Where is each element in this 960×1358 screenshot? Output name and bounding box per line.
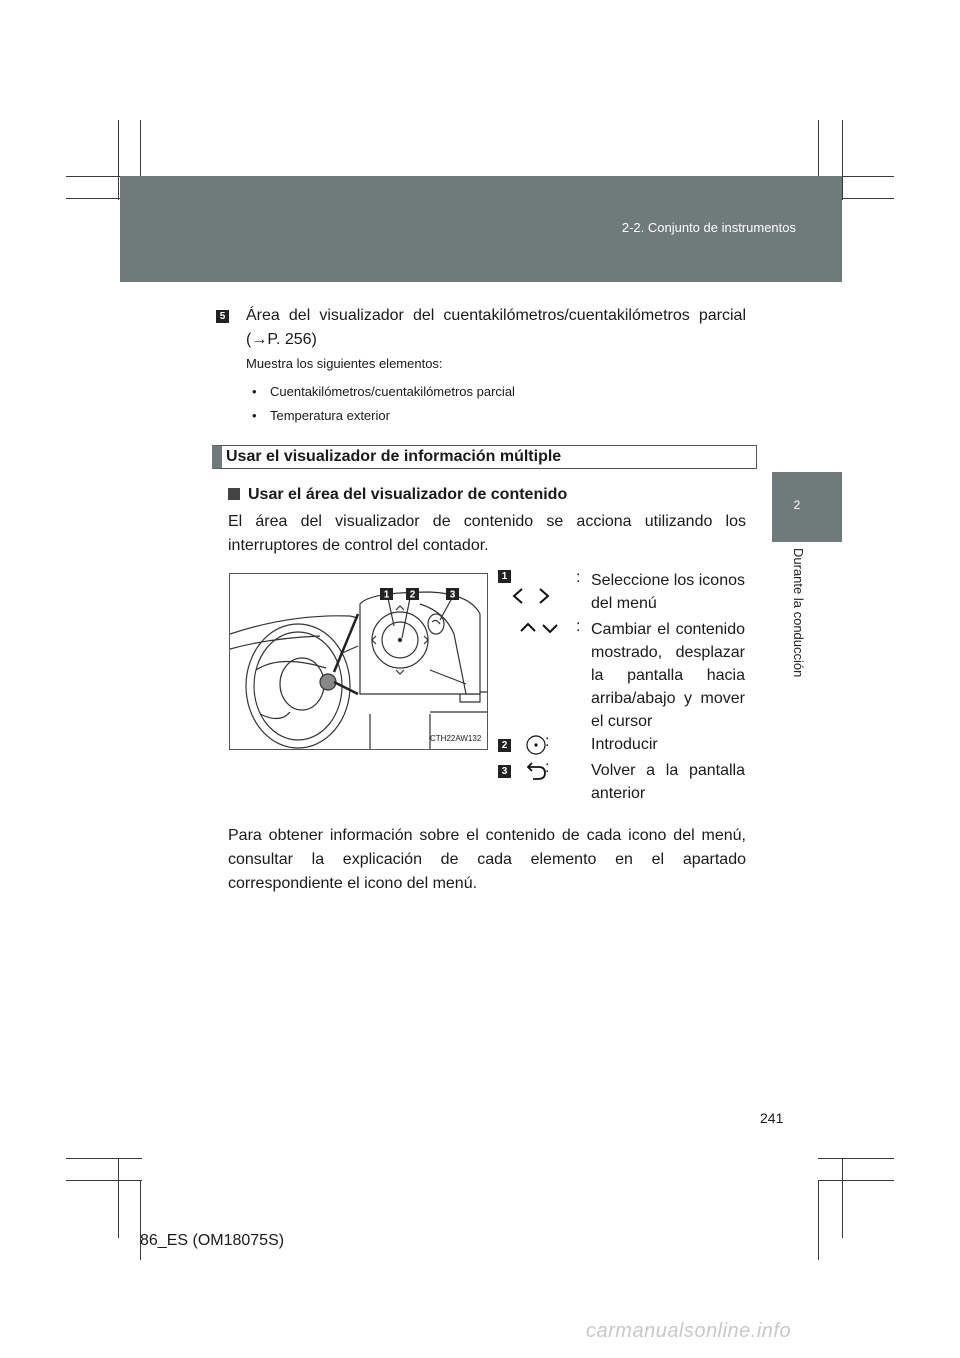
- legend-colon: :: [576, 618, 581, 635]
- section-header-title: 2-2. Conjunto de instrumentos: [621, 220, 796, 235]
- closing-paragraph: Para obtener información sobre el contenido de cada icono del menú, consultar la explicación de cada elemento en el apartado correspondiente el icono del menú.: [228, 827, 746, 892]
- up-down-chevrons-icon: [517, 618, 567, 638]
- crop-mark: [818, 1158, 894, 1159]
- bullet-list: [252, 380, 515, 428]
- watermark: carmanualsonline.info: [586, 1320, 792, 1342]
- section-heading: Usar el visualizador de información múltiple: [226, 448, 562, 465]
- legend-colon: :: [576, 569, 581, 586]
- crop-mark: [118, 120, 119, 200]
- number-badge: 5: [216, 310, 229, 323]
- page-number: 241: [760, 1110, 784, 1126]
- item-5-text: Área del visualizador del cuentakilómetros/cuentakilómetros parcial (→P. 256): [246, 307, 746, 348]
- callout-2: 2: [409, 589, 416, 601]
- legend-colon: :: [545, 759, 550, 776]
- crop-mark: [842, 120, 843, 200]
- legend-icons-4: [498, 760, 568, 784]
- chapter-number: 2: [793, 498, 801, 512]
- item-5-intro: Muestra los siguientes elementos:: [246, 356, 443, 371]
- sub-heading: [228, 486, 567, 504]
- crop-mark: [66, 1158, 142, 1159]
- figure-code: CTH22AW132: [430, 734, 482, 743]
- steering-wheel-illustration: [230, 574, 487, 749]
- crop-mark: [818, 1180, 819, 1260]
- legend-text-4: Volver a la pantalla anterior: [591, 762, 745, 802]
- item-5: [216, 304, 746, 352]
- sub-heading-text: Usar el área del visualizador de contenido: [248, 486, 568, 503]
- number-badge: 3: [498, 765, 511, 778]
- legend-text-2: Cambiar el contenido mostrado, desplazar la pantalla hacia arriba/abajo y mover el cursor: [591, 621, 745, 730]
- square-bullet-icon: [228, 488, 240, 500]
- legend-text-3: Introducir: [591, 736, 658, 753]
- steering-wheel-figure: [229, 573, 488, 750]
- legend-colon: :: [545, 733, 550, 750]
- left-right-chevrons-icon: [506, 586, 556, 606]
- number-badge: 1: [498, 570, 511, 583]
- crop-mark: [118, 1158, 119, 1238]
- crop-mark: [66, 1180, 142, 1181]
- section-intro: El área del visualizador de contenido se acciona utilizando los interruptores de control del contador.: [228, 513, 746, 554]
- callout-1: 1: [383, 589, 390, 601]
- crop-mark: [842, 1158, 843, 1238]
- list-item: • Cuentakilómetros/cuentakilómetros parcial: [252, 380, 515, 404]
- legend-icons-3: [498, 734, 568, 758]
- number-badge: 2: [498, 739, 511, 752]
- crop-mark: [818, 1180, 894, 1181]
- document-code: 86_ES (OM18075S): [140, 1232, 285, 1249]
- chapter-label: Durante la conducción: [791, 548, 806, 678]
- legend-icons-2: [498, 618, 568, 642]
- chapter-tab: [772, 472, 842, 542]
- legend-icons-1: [498, 568, 568, 592]
- list-item: • Temperatura exterior: [252, 404, 515, 428]
- callout-3: 3: [449, 589, 456, 601]
- legend-text-1: Seleccione los iconos del menú: [591, 572, 745, 612]
